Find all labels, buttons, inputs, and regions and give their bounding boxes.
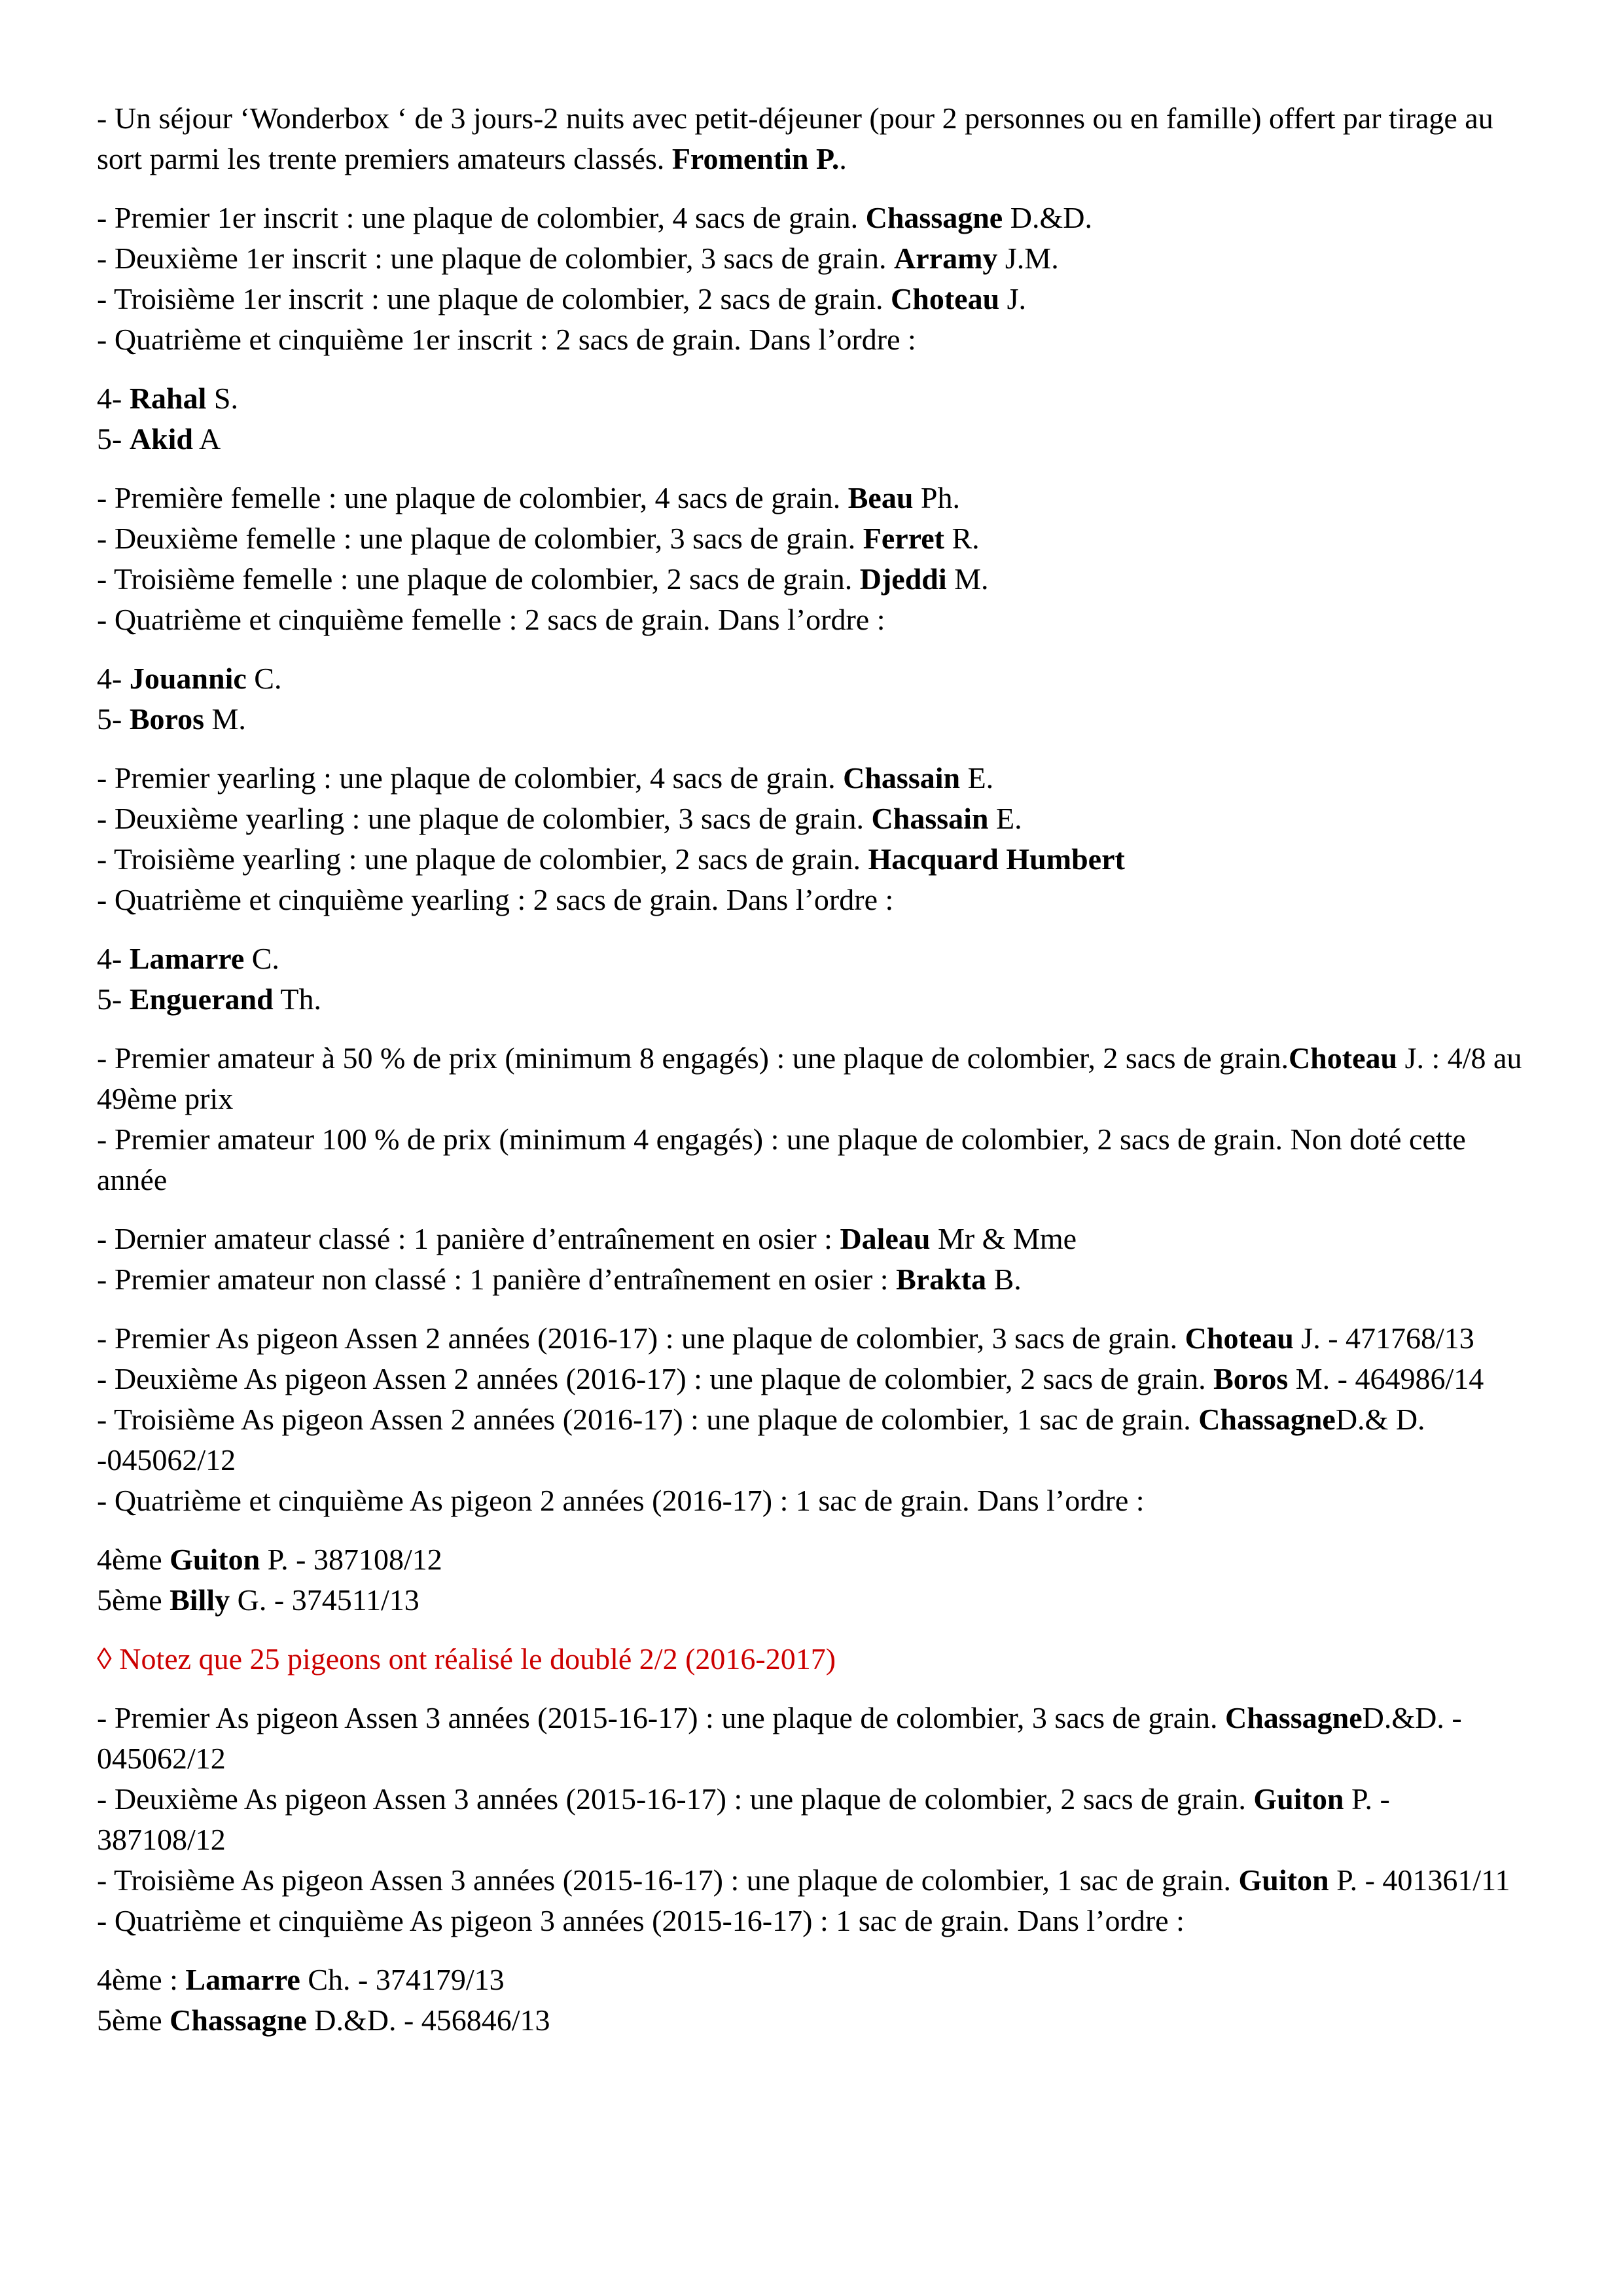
text-run: 4- <box>97 382 130 415</box>
text-run: S. <box>206 382 239 415</box>
text-run: - Premier amateur à 50 % de prix (minimum 8 engagés) : une plaque de colombier, 2 sacs de grain. <box>97 1041 1289 1075</box>
text-run: - Troisième As pigeon Assen 2 années (2016-17) : une plaque de colombier, 1 sac de grain. <box>97 1403 1199 1436</box>
text-run: - Première femelle : une plaque de colombier, 4 sacs de grain. <box>97 481 848 514</box>
text-run: 5ème <box>97 1583 170 1617</box>
text-run: - Un séjour ‘Wonderbox ‘ de 3 jours-2 nuits avec petit-déjeuner (pour 2 personnes ou en famille) offert par tirage au sort parmi les trente premiers amateurs classés. <box>97 101 1493 175</box>
name-run: Choteau <box>1288 1041 1398 1075</box>
text-block <box>97 478 1525 640</box>
text-block <box>97 198 1525 360</box>
text-run: - Premier As pigeon Assen 3 années (2015-16-17) : une plaque de colombier, 3 sacs de grain. <box>97 1701 1225 1734</box>
text-block <box>97 939 1525 1020</box>
text-run: G. - 374511/13 <box>230 1583 419 1617</box>
text-run: D.&D. - 456846/13 <box>306 2003 550 2037</box>
text-run: 5- <box>97 422 130 456</box>
paragraph <box>97 1259 1525 1300</box>
paragraph <box>97 798 1525 839</box>
name-run: Brakta <box>896 1263 987 1296</box>
paragraph <box>97 238 1525 279</box>
name-run: Enguerand <box>129 982 274 1016</box>
name-run: Jouannic <box>129 662 247 695</box>
text-block <box>97 1698 1525 1941</box>
text-run: - Deuxième yearling : une plaque de colombier, 3 sacs de grain. <box>97 802 872 835</box>
text-block <box>97 658 1525 740</box>
paragraph <box>97 1399 1525 1480</box>
text-run: 5- <box>97 702 130 736</box>
text-run: - Premier As pigeon Assen 2 années (2016-17) : une plaque de colombier, 3 sacs de grain. <box>97 1321 1185 1355</box>
name-run: Choteau <box>891 282 1000 315</box>
page-content <box>97 98 1525 2041</box>
text-run: Th. <box>273 982 321 1016</box>
paragraph <box>97 1639 1525 1679</box>
text-run: - Quatrième et cinquième yearling : 2 sacs de grain. Dans l’ordre : <box>97 883 894 916</box>
text-block <box>97 1639 1525 1679</box>
name-run: Billy <box>169 1583 230 1617</box>
paragraph <box>97 1779 1525 1860</box>
text-run: M. - 464986/14 <box>1288 1362 1484 1395</box>
text-run: D.&D. <box>1003 201 1092 234</box>
text-block <box>97 1038 1525 1200</box>
text-run: - Premier 1er inscrit : une plaque de colombier, 4 sacs de grain. <box>97 201 866 234</box>
text-run: B. <box>986 1263 1022 1296</box>
text-run: J. - 471768/13 <box>1293 1321 1474 1355</box>
name-run: Daleau <box>840 1222 931 1255</box>
name-run: Akid <box>129 422 193 456</box>
paragraph <box>97 699 1525 740</box>
name-run: Chassagne <box>1225 1701 1363 1734</box>
text-run: - Quatrième et cinquième femelle : 2 sacs de grain. Dans l’ordre : <box>97 603 885 636</box>
paragraph <box>97 658 1525 699</box>
text-run: - Troisième 1er inscrit : une plaque de colombier, 2 sacs de grain. <box>97 282 891 315</box>
text-run: 5ème <box>97 2003 170 2037</box>
text-run: C. <box>244 942 279 975</box>
name-run: Guiton <box>1253 1782 1344 1816</box>
text-block <box>97 1318 1525 1521</box>
paragraph <box>97 1038 1525 1119</box>
paragraph <box>97 198 1525 238</box>
text-run: - Premier amateur 100 % de prix (minimum 4 engagés) : une plaque de colombier, 2 sacs de grain. Non doté cette année <box>97 1122 1466 1196</box>
text-run: - Troisième femelle : une plaque de colombier, 2 sacs de grain. <box>97 562 860 596</box>
text-run: M. <box>204 702 246 736</box>
text-block <box>97 1219 1525 1300</box>
text-run: E. <box>960 761 994 795</box>
name-run: Chassain <box>843 761 961 795</box>
paragraph <box>97 419 1525 459</box>
paragraph <box>97 758 1525 798</box>
text-run: P. - 387108/12 <box>97 1782 1390 1856</box>
name-run: Guiton <box>1238 1863 1329 1897</box>
text-run: A <box>193 422 221 456</box>
text-run: - Quatrième et cinquième As pigeon 3 années (2015-16-17) : 1 sac de grain. Dans l’ordre : <box>97 1904 1185 1937</box>
paragraph <box>97 1219 1525 1259</box>
text-run: J. <box>999 282 1027 315</box>
paragraph <box>97 1901 1525 1941</box>
text-block <box>97 1539 1525 1621</box>
text-block <box>97 378 1525 459</box>
text-run: 4- <box>97 942 130 975</box>
notice-red-run: ◊ Notez que 25 pigeons ont réalisé le doublé 2/2 (2016-2017) <box>97 1642 836 1676</box>
paragraph <box>97 1119 1525 1200</box>
name-run: Rahal <box>129 382 207 415</box>
text-run: - Deuxième As pigeon Assen 3 années (2015-16-17) : une plaque de colombier, 2 sacs de grain. <box>97 1782 1254 1816</box>
paragraph <box>97 1359 1525 1399</box>
name-run: Ferret <box>863 522 944 555</box>
text-run: R. <box>944 522 980 555</box>
paragraph <box>97 319 1525 360</box>
paragraph <box>97 1480 1525 1521</box>
paragraph <box>97 1318 1525 1359</box>
text-run: 4ème <box>97 1543 170 1576</box>
text-run: M. <box>946 562 989 596</box>
name-run: Djeddi <box>859 562 947 596</box>
text-run: - Deuxième As pigeon Assen 2 années (2016-17) : une plaque de colombier, 2 sacs de grain. <box>97 1362 1214 1395</box>
text-run: - Quatrième et cinquième As pigeon 2 années (2016-17) : 1 sac de grain. Dans l’ordre : <box>97 1484 1145 1517</box>
text-run: E. <box>988 802 1022 835</box>
text-run: - Troisième yearling : une plaque de colombier, 2 sacs de grain. <box>97 842 868 876</box>
text-run: P. - 387108/12 <box>260 1543 442 1576</box>
text-run: J.M. <box>997 242 1059 275</box>
name-run: Chassain <box>871 802 989 835</box>
text-run: - Deuxième 1er inscrit : une plaque de colombier, 3 sacs de grain. <box>97 242 895 275</box>
paragraph <box>97 98 1525 179</box>
text-run: 4ème : <box>97 1963 186 1996</box>
paragraph <box>97 979 1525 1020</box>
text-run: C. <box>246 662 282 695</box>
paragraph <box>97 600 1525 640</box>
paragraph <box>97 939 1525 979</box>
text-run: - Deuxième femelle : une plaque de colombier, 3 sacs de grain. <box>97 522 863 555</box>
text-run: - Troisième As pigeon Assen 3 années (2015-16-17) : une plaque de colombier, 1 sac de grain. <box>97 1863 1239 1897</box>
paragraph <box>97 839 1525 880</box>
paragraph <box>97 1539 1525 1580</box>
text-run: - Quatrième et cinquième 1er inscrit : 2 sacs de grain. Dans l’ordre : <box>97 323 916 356</box>
text-block <box>97 758 1525 920</box>
name-run: Arramy <box>894 242 998 275</box>
name-run: Boros <box>1213 1362 1289 1395</box>
text-run: D.&D. - 045062/12 <box>97 1701 1462 1775</box>
text-block <box>97 98 1525 179</box>
name-run: Lamarre <box>185 1963 300 1996</box>
text-run: 5- <box>97 982 130 1016</box>
name-run: Beau <box>847 481 914 514</box>
text-run: - Premier amateur non classé : 1 panière d’entraînement en osier : <box>97 1263 897 1296</box>
text-run: J. : 4/8 au 49ème prix <box>97 1041 1522 1115</box>
paragraph <box>97 1860 1525 1901</box>
text-run: . <box>839 142 847 175</box>
name-run: Guiton <box>169 1543 260 1576</box>
text-run: Ch. - 374179/13 <box>300 1963 505 1996</box>
text-run: - Premier yearling : une plaque de colombier, 4 sacs de grain. <box>97 761 844 795</box>
paragraph <box>97 880 1525 920</box>
paragraph <box>97 378 1525 419</box>
text-block <box>97 1960 1525 2041</box>
paragraph <box>97 1960 1525 2000</box>
text-run: Ph. <box>913 481 960 514</box>
paragraph <box>97 518 1525 559</box>
name-run: Chassagne <box>1198 1403 1336 1436</box>
name-run: Chassagne <box>865 201 1003 234</box>
paragraph <box>97 2000 1525 2041</box>
paragraph <box>97 279 1525 319</box>
paragraph <box>97 1698 1525 1779</box>
name-run: Fromentin P. <box>671 142 840 175</box>
name-run: Chassagne <box>169 2003 307 2037</box>
paragraph <box>97 1580 1525 1621</box>
text-run: 4- <box>97 662 130 695</box>
name-run: Choteau <box>1185 1321 1294 1355</box>
paragraph <box>97 478 1525 518</box>
name-run: Lamarre <box>129 942 245 975</box>
text-run: P. - 401361/11 <box>1329 1863 1510 1897</box>
text-run: Mr & Mme <box>930 1222 1077 1255</box>
text-run: - Dernier amateur classé : 1 panière d’entraînement en osier : <box>97 1222 840 1255</box>
paragraph <box>97 559 1525 600</box>
text-run: D.& D. -045062/12 <box>97 1403 1425 1477</box>
name-run: Boros <box>129 702 204 736</box>
name-run: Hacquard Humbert <box>868 842 1125 876</box>
